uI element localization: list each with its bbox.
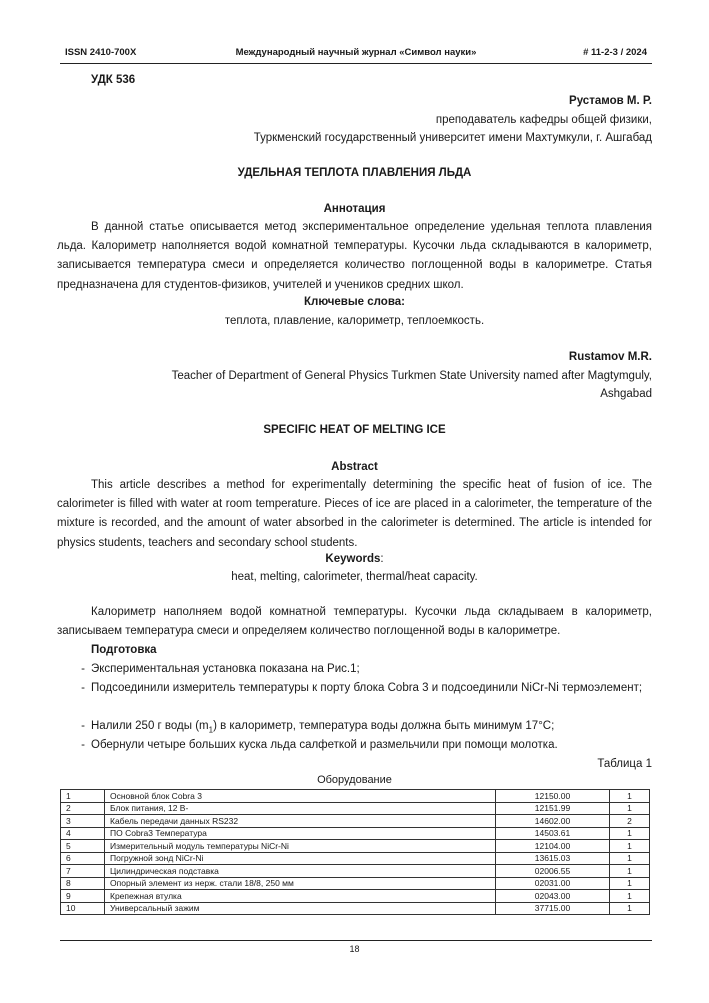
table-cell: 1: [610, 840, 650, 853]
article-title-en: SPECIFIC HEAT OF MELTING ICE: [263, 424, 446, 436]
table-label: Таблица 1: [597, 758, 652, 770]
list-bullet: -: [81, 682, 85, 694]
table-cell: 1: [61, 790, 105, 803]
journal-name: Международный научный журнал «Символ науки»: [235, 47, 477, 58]
table-cell: 37715.00: [496, 902, 610, 915]
table-row: [61, 827, 650, 840]
table-row: [61, 840, 650, 853]
abstract-heading-en: Abstract: [331, 461, 378, 473]
table-row: [61, 902, 650, 915]
author-city-en: Ashgabad: [600, 388, 652, 400]
table-cell: 1: [610, 902, 650, 915]
table-cell: 12104.00: [496, 840, 610, 853]
table-cell: Погружной зонд NiCr-Ni: [105, 852, 496, 865]
table-cell: 1: [610, 877, 650, 890]
footer-rule: [60, 940, 652, 941]
article-title-ru: УДЕЛЬНАЯ ТЕПЛОТА ПЛАВЛЕНИЯ ЛЬДА: [237, 167, 472, 179]
table-cell: 4: [61, 827, 105, 840]
table-cell: 8: [61, 877, 105, 890]
table-cell: Измерительный модуль температуры NiCr-Ni: [105, 840, 496, 853]
list-bullet: -: [81, 663, 85, 675]
table-cell: 1: [610, 852, 650, 865]
table-cell: 02006.55: [496, 865, 610, 878]
table-cell: Опорный элемент из нерж. стали 18/8, 250 мм: [105, 877, 496, 890]
table-cell: 1: [610, 790, 650, 803]
list-item: - Налили 250 г воды $(m_1)$ в калориметр, температура воды должна быть минимум 17°С;: [57, 717, 652, 739]
equipment-table: [60, 789, 650, 915]
table-row: [61, 852, 650, 865]
list-item: - Обернули четыре больших куска льда салфеткой и размельчили при помощи молотка.: [57, 736, 652, 755]
table-cell: 7: [61, 865, 105, 878]
keywords-label-en: Keywords: [325, 553, 381, 565]
table-cell: 9: [61, 890, 105, 903]
table-cell: 10: [61, 902, 105, 915]
table-cell: 13615.03: [496, 852, 610, 865]
running-header: [60, 47, 652, 61]
author-en: Rustamov M.R.: [568, 351, 652, 363]
table-cell: Основной блок Cobra 3: [105, 790, 496, 803]
author-position-ru: преподаватель кафедры общей физики,: [435, 114, 652, 126]
table-cell: Крепежная втулка: [105, 890, 496, 903]
table-cell: 1: [610, 865, 650, 878]
table-cell: 1: [610, 802, 650, 815]
body-intro: Калориметр наполняем водой комнатной температуры. Кусочки льда складываем в калориметр, записываем температура смеси и определяем количество поглощенной воды в калориметре.: [57, 606, 652, 638]
table-cell: 02043.00: [496, 890, 610, 903]
table-row: [61, 802, 650, 815]
list-item: - Экспериментальная установка показана на Рис.1;: [57, 660, 652, 679]
table-row: [61, 877, 650, 890]
author-ru: Рустамов М. Р.: [569, 95, 652, 107]
list-bullet: -: [81, 720, 85, 732]
table-cell: 02031.00: [496, 877, 610, 890]
header-rule: [60, 63, 652, 64]
keywords-heading-en: [57, 550, 652, 569]
table-cell: Блок питания, 12 В-: [105, 802, 496, 815]
list-bullet: -: [81, 739, 85, 751]
keywords-colon: :: [380, 553, 384, 565]
table-cell: 6: [61, 852, 105, 865]
table-caption: Оборудование: [317, 774, 392, 786]
table-cell: 14503.61: [496, 827, 610, 840]
abstract-heading-ru: Аннотация: [323, 203, 386, 215]
keywords-heading-ru: Ключевые слова:: [304, 296, 405, 308]
abstract-text-ru: В данной статье описывается метод экспериментальное определение удельная теплота плавления льда. Калориметр наполняется водой комнатной температуры. Кусочки льда складываются в калориметр, записывается температура смеси и определяется количество поглощенной воды в калориметре. Статья предназначена для студентов-физиков, учителей и учеников средних школ.: [57, 221, 652, 291]
list-item: - Подсоединили измеритель температуры к порту блока Cobra 3 и подсоединили NiCr-Ni термоэлемент;: [57, 679, 652, 698]
table-cell: 2: [610, 815, 650, 828]
issn: ISSN 2410-700Х: [65, 47, 137, 58]
table-cell: 1: [610, 827, 650, 840]
table-cell: 12151.99: [496, 802, 610, 815]
table-cell: Цилиндрическая подставка: [105, 865, 496, 878]
table-row: [61, 815, 650, 828]
abstract-text-en: This article describes a method for experimentally determining the specific heat of fusion of ice. The calorimeter is filled with water at room temperature. Pieces of ice are placed in a calorimeter, the temperature of the mixture is recorded, and the amount of water absorbed in the calorimeter is determined. The article is intended for physics students, teachers and secondary school students.: [57, 479, 652, 549]
keywords-en: heat, melting, calorimeter, thermal/heat capacity.: [231, 571, 478, 583]
author-affiliation-ru: Туркменский государственный университет имени Махтумкули, г. Ашгабад: [253, 132, 652, 144]
table-cell: 5: [61, 840, 105, 853]
section-heading-preparation: Подготовка: [91, 644, 157, 656]
keywords-ru: теплота, плавление, калориметр, теплоемкость.: [224, 315, 485, 327]
table-row: [61, 865, 650, 878]
table-cell: ПО Cobra3 Температура: [105, 827, 496, 840]
table-cell: 12150.00: [496, 790, 610, 803]
table-cell: Кабель передачи данных RS232: [105, 815, 496, 828]
table-cell: 3: [61, 815, 105, 828]
issue-number: # 11-2-3 / 2024: [583, 47, 647, 58]
table-row: [61, 790, 650, 803]
udc-code: УДК 536: [91, 74, 136, 86]
table-row: [61, 890, 650, 903]
table-cell: 14602.00: [496, 815, 610, 828]
table-cell: Универсальный зажим: [105, 902, 496, 915]
table-cell: 1: [610, 890, 650, 903]
table-cell: 2: [61, 802, 105, 815]
page-number: 18: [349, 944, 360, 954]
author-affiliation-en: Teacher of Department of General Physics Turkmen State University named after Magtymguly,: [171, 370, 652, 382]
